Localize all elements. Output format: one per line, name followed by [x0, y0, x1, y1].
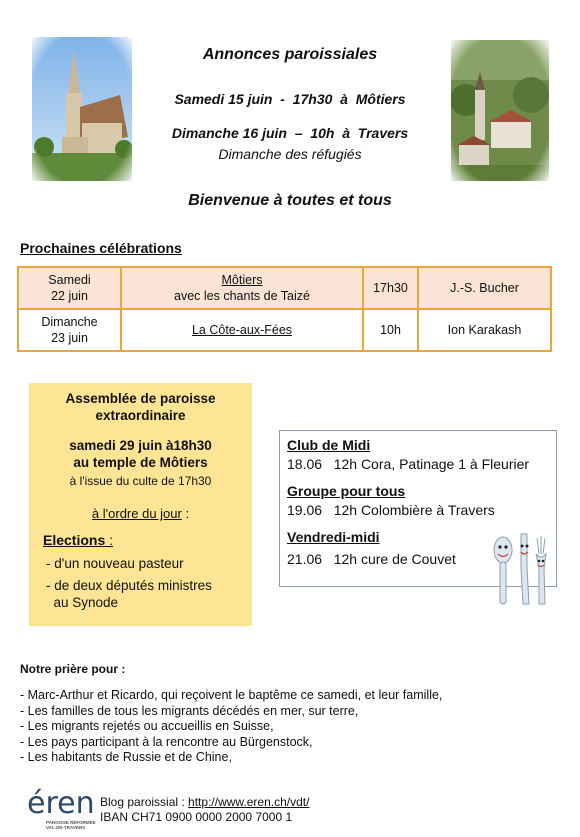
- club-text: 19.06 12h Colombière à Travers: [287, 502, 495, 518]
- club-heading: Groupe pour tous: [287, 483, 406, 499]
- table-row: [18, 267, 551, 309]
- place-cell: Môtiers avec les chants de Taizé: [121, 267, 363, 309]
- celebrations-table: [17, 266, 552, 352]
- list-item: - Les pays participant à la rencontre au Bürgenstock,: [20, 735, 442, 751]
- minister-cell: Ion Karakash: [418, 309, 551, 351]
- assembly-agenda: à l'ordre du jour :: [91, 506, 190, 521]
- club-text: 18.06 12h Cora, Patinage 1 à Fleurier: [287, 456, 530, 472]
- eren-logo: éren: [27, 786, 95, 821]
- welcome-text: Bienvenue à toutes et tous: [188, 192, 392, 209]
- place-cell: [121, 309, 363, 351]
- place-link[interactable]: Môtiers: [221, 273, 263, 287]
- club-heading: Club de Midi: [287, 437, 371, 453]
- election-item: - de deux députés ministres: [46, 578, 212, 593]
- minister-cell: J.-S. Bucher: [418, 267, 551, 309]
- church-photo: [32, 37, 132, 181]
- sunday-note: Dimanche des réfugiés: [218, 146, 362, 162]
- time-cell: 10h: [363, 309, 418, 351]
- table-row: [18, 309, 551, 351]
- village-photo: [451, 40, 549, 181]
- announcements-title: Annonces paroissiales: [202, 46, 378, 63]
- club-heading: Vendredi-midi: [287, 529, 380, 545]
- footer-info: [100, 795, 309, 825]
- place-link[interactable]: La Côte-aux-Fées: [191, 323, 293, 337]
- assembly-date: samedi 29 juin à18h30 au temple de Môtiers: [69, 438, 212, 470]
- elections-heading: Elections :: [43, 532, 114, 548]
- list-item: - Les familles de tous les migrants décédés en mer, sur terre,: [20, 704, 442, 720]
- blog-link[interactable]: http://www.eren.ch/vdt/: [188, 795, 310, 809]
- list-item: - Les migrants rejetés ou accueillis en Suisse,: [20, 719, 442, 735]
- date-cell: Dimanche 23 juin: [18, 309, 121, 351]
- prayer-list: [20, 688, 442, 766]
- list-item: - Marc-Arthur et Ricardo, qui reçoivent le baptême ce samedi, et leur famille,: [20, 688, 442, 704]
- date-cell: Samedi 22 juin: [18, 267, 121, 309]
- prayer-title: Notre prière pour :: [20, 662, 126, 676]
- celebrations-title: Prochaines célébrations: [20, 240, 182, 256]
- saturday-service: Samedi 15 juin - 17h30 à Môtiers: [174, 91, 406, 107]
- list-item: - Les habitants de Russie et de Chine,: [20, 750, 442, 766]
- iban-text: IBAN CH71 0900 0000 2000 7000 1: [100, 810, 293, 824]
- logo-subtitle: PAROISSE RÉFORMÉE VAL-DE-TRAVERS: [46, 820, 96, 830]
- election-item: - d'un nouveau pasteur: [46, 556, 184, 571]
- blog-line: Blog paroissial : http://www.eren.ch/vdt/: [100, 795, 310, 809]
- time-cell: 17h30: [363, 267, 418, 309]
- assembly-box: [29, 383, 252, 626]
- sunday-service: Dimanche 16 juin – 10h à Travers: [171, 125, 409, 141]
- cutlery-icon: [483, 528, 553, 608]
- assembly-title: Assemblée de paroisse extraordinaire: [65, 391, 216, 423]
- assembly-issue: à l'issue du culte de 17h30: [69, 474, 212, 488]
- election-item: au Synode: [46, 595, 119, 610]
- club-text: 21.06 12h cure de Couvet: [287, 551, 456, 567]
